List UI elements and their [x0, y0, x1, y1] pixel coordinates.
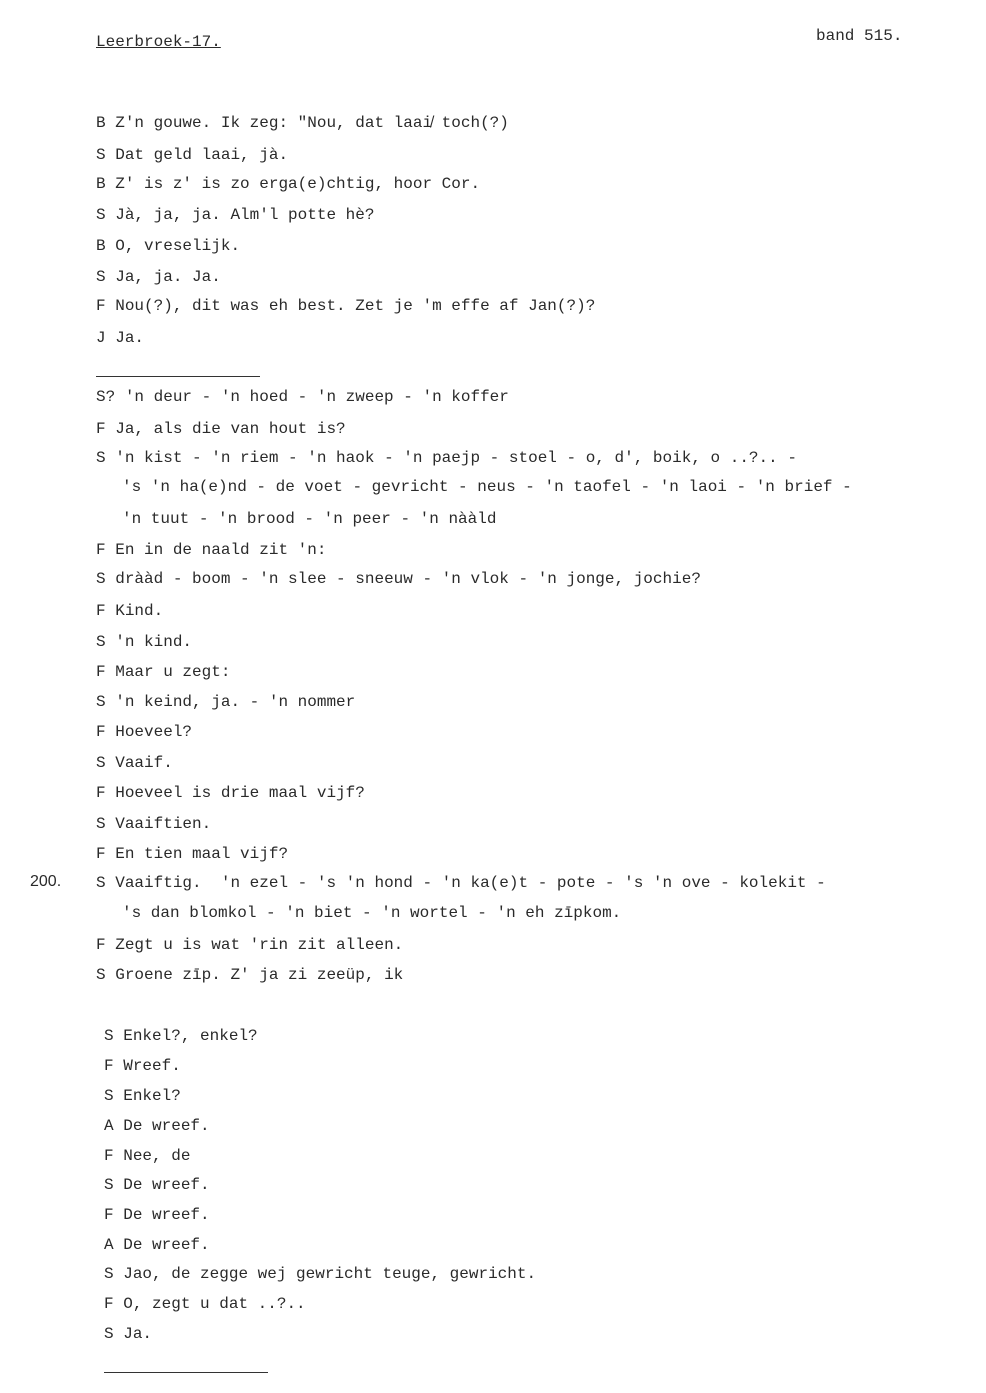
- transcript-line: [104, 1175, 210, 1195]
- transcript-line: [96, 965, 403, 985]
- utterance: O, vreselijk.: [115, 237, 241, 255]
- speaker-label: S: [96, 570, 106, 588]
- utterance: Ja.: [115, 329, 145, 347]
- speaker-label: S: [96, 754, 106, 772]
- transcript-line: [96, 873, 826, 893]
- speaker-label: F: [96, 602, 106, 620]
- utterance: Nou(?), dit was eh best. Zet je 'm effe af Jan(?)?: [115, 297, 596, 315]
- transcript-line: [104, 1146, 190, 1166]
- transcript-line: [96, 662, 230, 682]
- transcript-line: [104, 1235, 210, 1255]
- utterance: En tien maal vijf?: [115, 845, 289, 863]
- speaker-label: S: [96, 146, 106, 164]
- transcript-line: [96, 753, 173, 773]
- utterance: Z' is z' is zo erga(e)chtig, hoor Cor.: [115, 175, 481, 193]
- utterance: Ja.: [123, 1325, 153, 1343]
- utterance: De wreef.: [123, 1176, 210, 1194]
- transcript-line: [96, 540, 326, 560]
- utterance: 's dan blomkol - 'n biet - 'n wortel - 'n eh zīpkom.: [122, 904, 622, 922]
- transcript-line: [96, 692, 355, 712]
- utterance: De wreef.: [123, 1236, 210, 1254]
- utterance: Enkel?, enkel?: [123, 1027, 258, 1045]
- speaker-label: S: [104, 1265, 114, 1283]
- utterance: Vaaif.: [115, 754, 173, 772]
- speaker-label: F: [96, 420, 106, 438]
- speaker-label: S: [96, 633, 106, 651]
- transcript-line: [104, 1116, 210, 1136]
- speaker-label: S?: [96, 388, 116, 406]
- utterance: Ja, als die van hout is?: [115, 420, 346, 438]
- utterance: Zegt u is wat 'rin zit alleen.: [115, 936, 404, 954]
- transcript-line: [96, 935, 403, 955]
- transcript-line: [96, 296, 595, 316]
- band-number: band 515.: [816, 27, 903, 45]
- transcript-line: [96, 601, 163, 621]
- utterance: En in de naald zit 'n:: [115, 541, 327, 559]
- transcript-line: [96, 419, 346, 439]
- speaker-label: B: [96, 237, 106, 255]
- utterance: Maar u zegt:: [115, 663, 231, 681]
- utterance: 'n kist - 'n riem - 'n haok - 'n paejp - stoel - o, d', boik, o ..?.. -: [115, 449, 797, 467]
- speaker-label: S: [96, 268, 106, 286]
- transcript-line: [104, 1264, 536, 1284]
- utterance: drààd - boom - 'n slee - sneeuw - 'n vlok - 'n jonge, jochie?: [115, 570, 701, 588]
- utterance: 'n keind, ja. - 'n nommer: [115, 693, 356, 711]
- speaker-label: S: [104, 1176, 114, 1194]
- transcript-line: [96, 448, 797, 468]
- transcript-line: [96, 844, 288, 864]
- speaker-label: J: [96, 329, 106, 347]
- transcript-line: [104, 1205, 210, 1225]
- speaker-label: B: [96, 175, 106, 193]
- utterance: 'n kind.: [115, 633, 193, 651]
- utterance: 'n tuut - 'n brood - 'n peer - 'n nààld: [122, 510, 497, 528]
- speaker-label: F: [104, 1206, 114, 1224]
- transcript-line: [104, 1026, 258, 1046]
- speaker-label: S: [96, 693, 106, 711]
- transcript-line: [96, 722, 192, 742]
- section-divider: [96, 376, 260, 377]
- speaker-label: S: [96, 206, 106, 224]
- utterance: 's 'n ha(e)nd - de voet - gevricht - neus - 'n taofel - 'n laoi - 'n brief -: [122, 478, 852, 496]
- speaker-label: A: [104, 1117, 114, 1135]
- transcript-line-continuation: [122, 903, 621, 923]
- speaker-label: F: [96, 663, 106, 681]
- speaker-label: B: [96, 114, 106, 132]
- transcript-line: [104, 1086, 181, 1106]
- transcript-line: [96, 783, 365, 803]
- section-divider: [104, 1372, 268, 1373]
- transcript-line: [96, 145, 288, 165]
- utterance: De wreef.: [123, 1117, 210, 1135]
- speaker-label: S: [96, 815, 106, 833]
- speaker-label: F: [96, 936, 106, 954]
- transcript-line: [96, 113, 509, 133]
- speaker-label: F: [96, 845, 106, 863]
- utterance: Hoeveel?: [115, 723, 193, 741]
- utterance: Dat geld laai, jà.: [115, 146, 289, 164]
- utterance: Ja, ja. Ja.: [115, 268, 221, 286]
- utterance: Groene zīp. Z' ja zi zeeüp, ik: [115, 966, 404, 984]
- speaker-label: F: [104, 1057, 114, 1075]
- utterance: Nee, de: [123, 1147, 191, 1165]
- speaker-label: F: [104, 1295, 114, 1313]
- transcript-line: [96, 814, 211, 834]
- utterance: Z'n gouwe. Ik zeg: "Nou, dat laai̸ toch(?): [115, 114, 509, 132]
- transcript-line: [96, 236, 240, 256]
- speaker-label: F: [96, 723, 106, 741]
- utterance: De wreef.: [123, 1206, 210, 1224]
- transcript-line: [104, 1324, 152, 1344]
- utterance: Kind.: [115, 602, 164, 620]
- speaker-label: S: [104, 1325, 114, 1343]
- transcript-line-continuation: [122, 477, 852, 497]
- transcript-line: [96, 328, 144, 348]
- margin-line-number: 200.: [30, 873, 62, 890]
- utterance: Enkel?: [123, 1087, 181, 1105]
- speaker-label: S: [104, 1027, 114, 1045]
- speaker-label: S: [96, 874, 106, 892]
- speaker-label: S: [104, 1087, 114, 1105]
- speaker-label: A: [104, 1236, 114, 1254]
- speaker-label: F: [96, 541, 106, 559]
- speaker-label: F: [96, 297, 106, 315]
- transcript-line: [96, 267, 221, 287]
- speaker-label: S: [96, 449, 106, 467]
- transcript-line-continuation: [122, 509, 496, 529]
- utterance: O, zegt u dat ..?..: [123, 1295, 306, 1313]
- transcript-line: [96, 174, 480, 194]
- transcript-line: [104, 1056, 181, 1076]
- document-title: Leerbroek-17.: [96, 33, 221, 51]
- transcript-line: [96, 387, 509, 407]
- utterance: 'n deur - 'n hoed - 'n zweep - 'n koffer: [124, 388, 509, 406]
- transcript-line: [104, 1294, 306, 1314]
- utterance: Vaaiftien.: [115, 815, 212, 833]
- speaker-label: F: [104, 1147, 114, 1165]
- speaker-label: F: [96, 784, 106, 802]
- utterance: Jà, ja, ja. Alm'l potte hè?: [115, 206, 375, 224]
- utterance: Hoeveel is drie maal vijf?: [115, 784, 365, 802]
- speaker-label: S: [96, 966, 106, 984]
- utterance: Jao, de zegge wej gewricht teuge, gewricht.: [123, 1265, 537, 1283]
- utterance: Wreef.: [123, 1057, 181, 1075]
- transcript-line: [96, 205, 374, 225]
- utterance: Vaaiftig. 'n ezel - 's 'n hond - 'n ka(e)t - pote - 's 'n ove - kolekit -: [115, 874, 826, 892]
- transcript-line: [96, 632, 192, 652]
- transcript-line: [96, 569, 701, 589]
